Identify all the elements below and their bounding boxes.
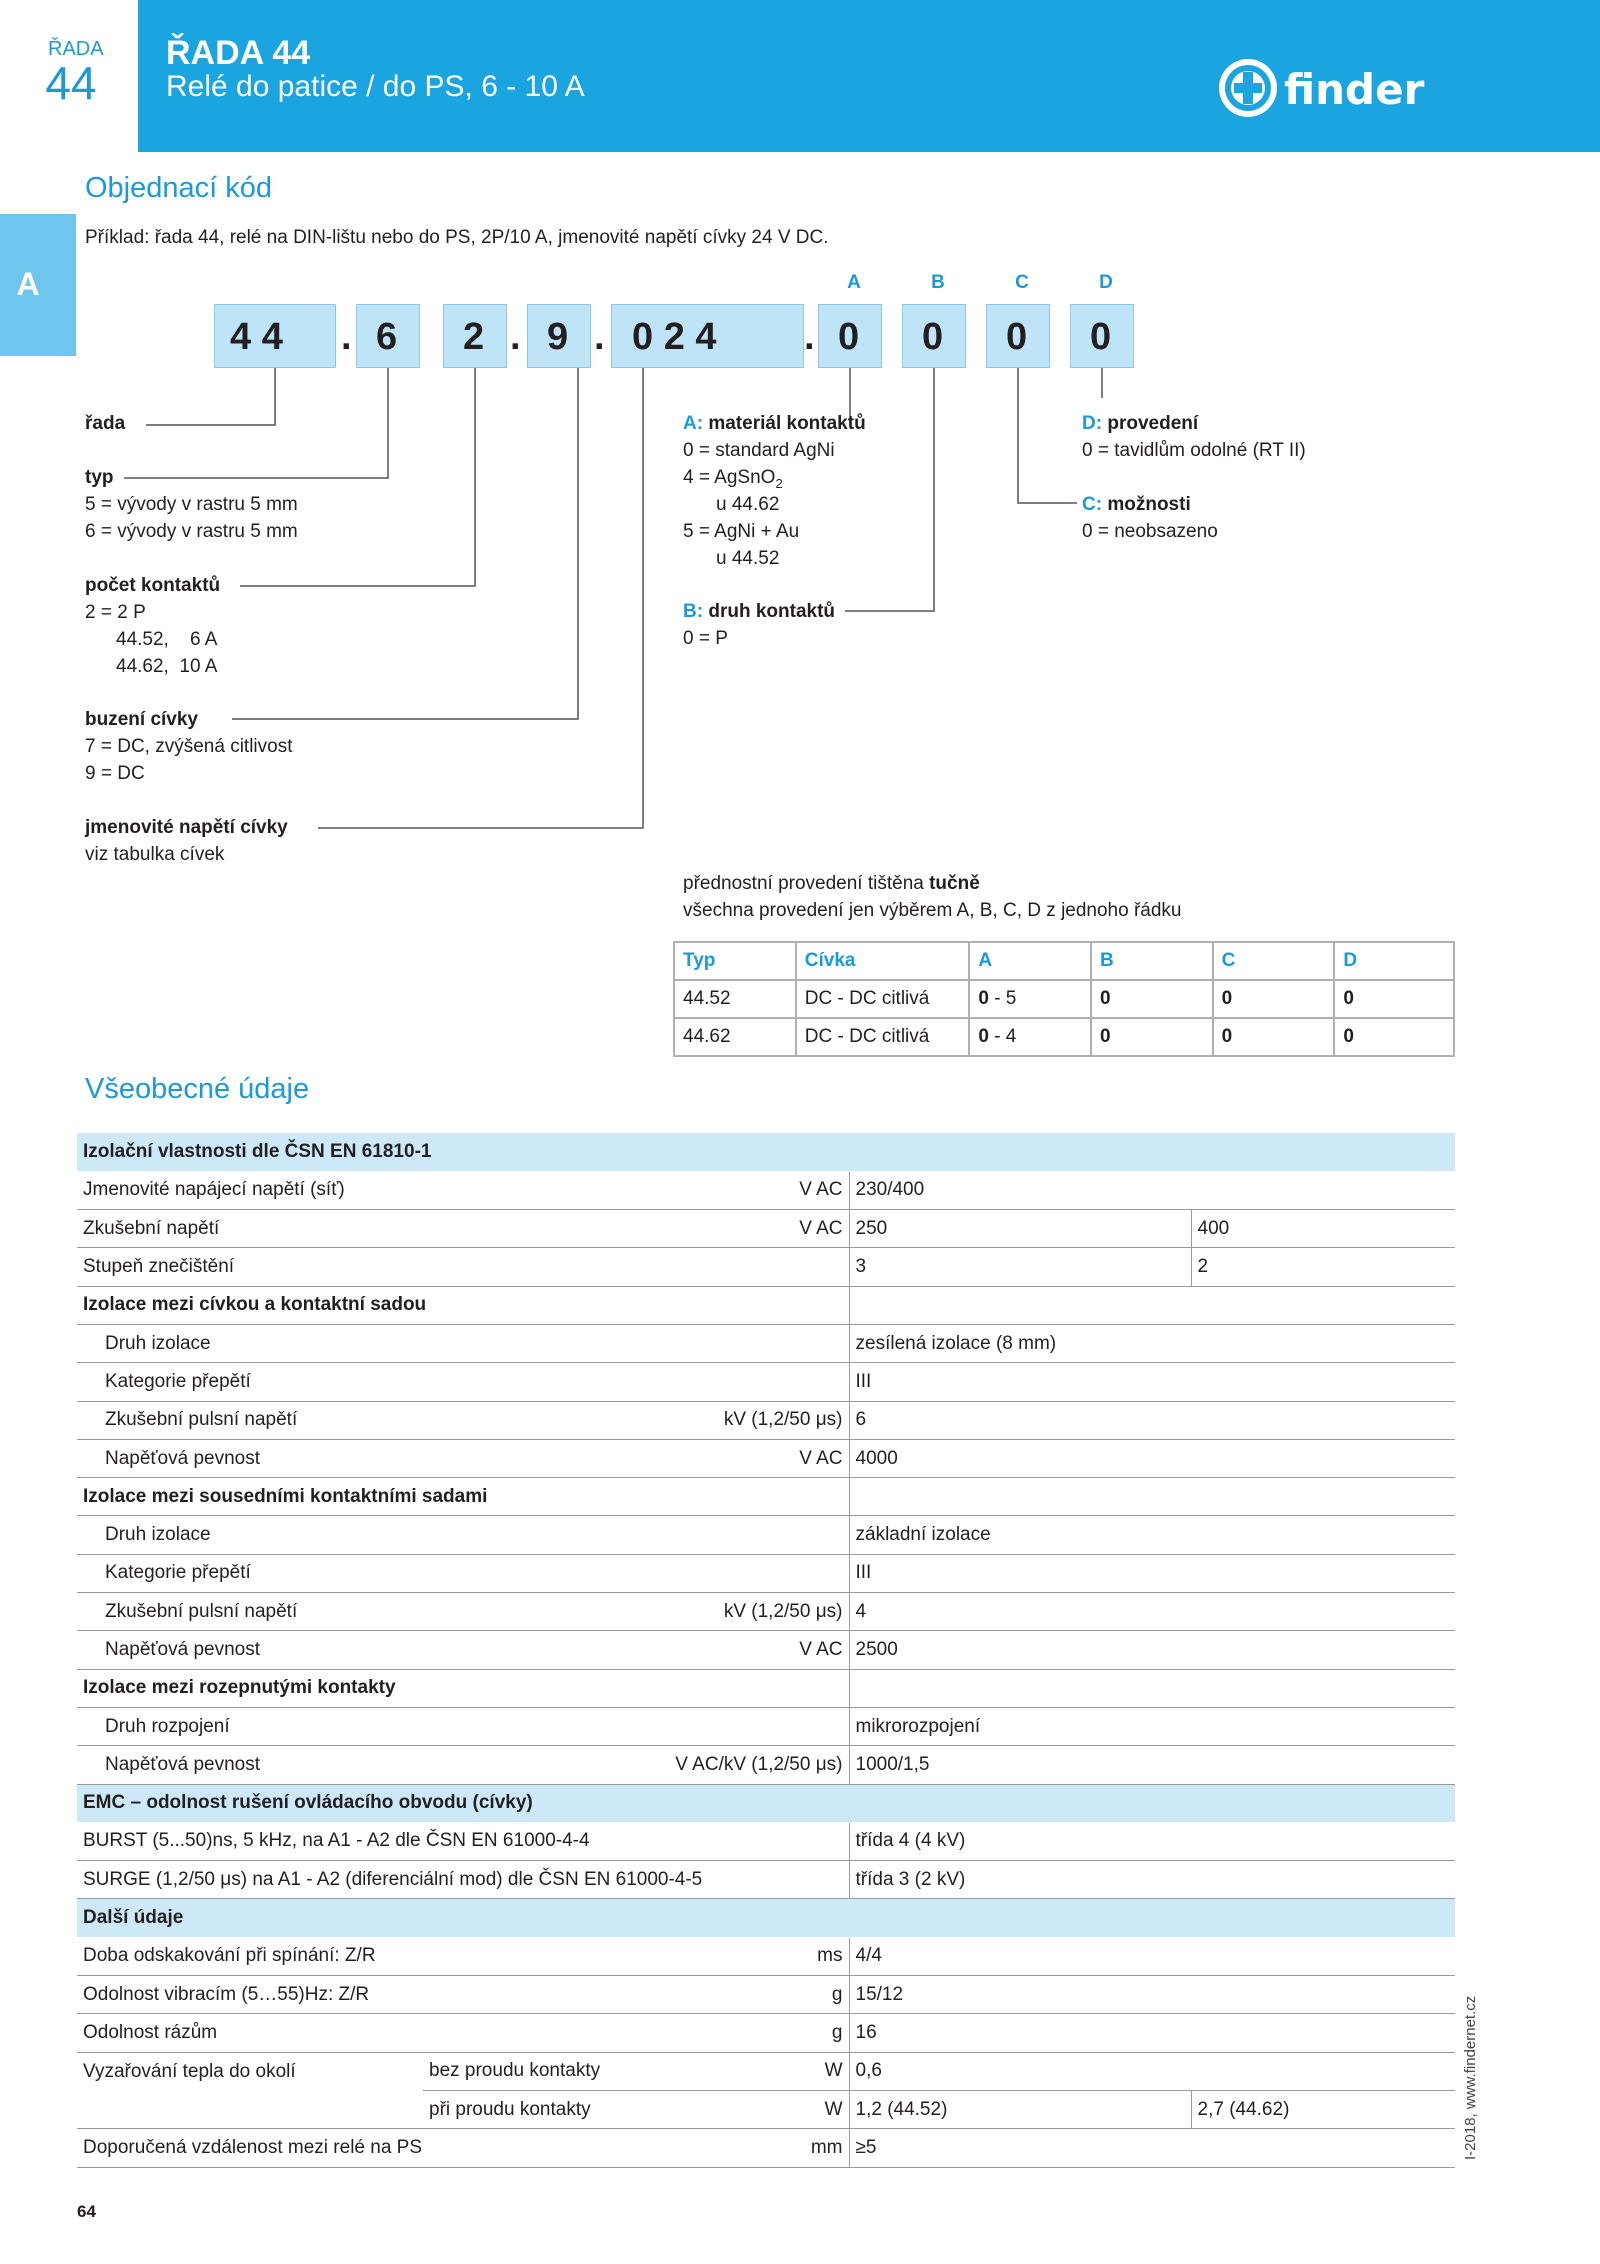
section-tab-letter: A bbox=[16, 266, 40, 302]
row-unit bbox=[759, 1324, 849, 1362]
row-value bbox=[849, 1286, 1455, 1324]
row-label: Zkušební pulsní napětí bbox=[77, 1593, 423, 1631]
row-unit: V AC bbox=[759, 1631, 849, 1669]
table-row bbox=[77, 1937, 1455, 1975]
row-value: 2 bbox=[1191, 1248, 1455, 1286]
svg-text:finder: finder bbox=[1284, 65, 1425, 114]
th-d: D bbox=[1334, 942, 1454, 980]
row-label: Stupeň znečištění bbox=[77, 1248, 759, 1286]
row-value: 250 bbox=[849, 1210, 1191, 1248]
row-unit: W bbox=[759, 2052, 849, 2090]
table-row bbox=[77, 2129, 1455, 2167]
row-value: třída 3 (2 kV) bbox=[849, 1861, 1455, 1899]
legend-voltage-line: viz tabulka cívek bbox=[85, 844, 225, 865]
row-label: Kategorie přepětí bbox=[77, 1363, 759, 1401]
legend-contacts-line: 44.52, 6 A bbox=[116, 629, 218, 650]
code-digit-contacts: 2 bbox=[463, 316, 485, 358]
legend-c-line: 0 = neobsazeno bbox=[1082, 521, 1218, 542]
row-value: 230/400 bbox=[849, 1171, 1455, 1209]
row-label: Napěťová pevnost bbox=[77, 1746, 423, 1784]
row-unit: W bbox=[759, 2090, 849, 2128]
subsection-label: Izolace mezi rozepnutými kontakty bbox=[77, 1669, 849, 1707]
col-letter-c: C bbox=[1015, 272, 1029, 293]
row-unit: V AC bbox=[759, 1171, 849, 1209]
type-table bbox=[673, 941, 1455, 1057]
row-value: 1,2 (44.52) bbox=[849, 2090, 1191, 2128]
legend-type-title: typ bbox=[85, 467, 114, 488]
legend-type-line: 5 = vývody v rastru 5 mm bbox=[85, 494, 298, 515]
page-subtitle: Relé do patice / do PS, 6 - 10 A bbox=[166, 70, 585, 103]
row-unit: mm bbox=[759, 2129, 849, 2167]
row-value: základní izolace bbox=[849, 1516, 1455, 1554]
cell-civka: DC - DC citlivá bbox=[796, 1018, 970, 1056]
code-dot: . bbox=[341, 316, 352, 358]
row-label: Odolnost rázům bbox=[77, 2014, 759, 2052]
cell-typ: 44.62 bbox=[674, 1018, 796, 1056]
th-c: C bbox=[1213, 942, 1335, 980]
row-value bbox=[849, 1669, 1455, 1707]
row-unit bbox=[759, 1516, 849, 1554]
code-digit-voltage: 0 2 4 bbox=[632, 316, 717, 358]
legend-a-line: u 44.52 bbox=[716, 548, 780, 569]
row-unit bbox=[759, 1363, 849, 1401]
th-civka: Cívka bbox=[796, 942, 970, 980]
table-row bbox=[77, 1631, 1455, 1669]
legend-a-line: 4 = AgSnO$_2$ bbox=[683, 467, 783, 491]
row-label: Zkušební pulsní napětí bbox=[77, 1401, 423, 1439]
table-row bbox=[77, 2014, 1455, 2052]
row-unit: V AC/kV (1,2/50 μs) bbox=[423, 1746, 849, 1784]
row-label: Napěťová pevnost bbox=[77, 1439, 759, 1477]
row-label: SURGE (1,2/50 μs) na A1 - A2 (diferenciální mod) dle ČSN EN 61000-4-5 bbox=[77, 1861, 849, 1899]
cell-b: 0 bbox=[1091, 1018, 1213, 1056]
table-row bbox=[77, 1516, 1455, 1554]
th-a: A bbox=[969, 942, 1091, 980]
row-value: 1000/1,5 bbox=[849, 1746, 1455, 1784]
section-header-row bbox=[77, 1133, 1455, 1171]
legend-contacts-title: počet kontaktů bbox=[85, 575, 221, 596]
legend-c-title: C: možnosti bbox=[1082, 494, 1191, 515]
row-label: Vyzařování tepla do okolí bbox=[77, 2052, 423, 2129]
subsection-label: Izolace mezi cívkou a kontaktní sadou bbox=[77, 1286, 849, 1324]
row-unit bbox=[759, 1707, 849, 1745]
table-row bbox=[77, 1822, 1455, 1860]
table-row bbox=[77, 1707, 1455, 1745]
row-unit: ms bbox=[759, 1937, 849, 1975]
legend-type-line: 6 = vývody v rastru 5 mm bbox=[85, 521, 298, 542]
type-table-header bbox=[674, 942, 1454, 980]
section-header-row bbox=[77, 1784, 1455, 1822]
subsection-row bbox=[77, 1669, 1455, 1707]
row-value bbox=[849, 1478, 1455, 1516]
cell-d: 0 bbox=[1334, 1018, 1454, 1056]
row-label: Napěťová pevnost bbox=[77, 1631, 759, 1669]
row-label: Kategorie přepětí bbox=[77, 1554, 759, 1592]
legend-d-line: 0 = tavidlům odolné (RT II) bbox=[1082, 440, 1306, 461]
legend-a-line: u 44.62 bbox=[716, 494, 780, 515]
row-unit: kV (1,2/50 μs) bbox=[423, 1593, 849, 1631]
row-value: ≥5 bbox=[849, 2129, 1455, 2167]
legend-coil-title: buzení cívky bbox=[85, 709, 198, 730]
row-label: Druh rozpojení bbox=[77, 1707, 759, 1745]
subsection-label: Izolace mezi sousedními kontaktními sadami bbox=[77, 1478, 849, 1516]
general-data-table bbox=[77, 1133, 1455, 2168]
table-row bbox=[674, 980, 1454, 1018]
series-label: ŘADA bbox=[48, 38, 104, 60]
row-unit: V AC bbox=[759, 1439, 849, 1477]
code-digit-c: 0 bbox=[1006, 316, 1028, 358]
legend-a-title: A: materiál kontaktů bbox=[683, 413, 866, 434]
vertical-footer-text: I-2018, www.findernet.cz bbox=[1462, 1995, 1479, 2160]
legend-contacts-line: 2 = 2 P bbox=[85, 602, 146, 623]
table-row bbox=[77, 1439, 1455, 1477]
order-example: Příklad: řada 44, relé na DIN-lištu nebo do PS, 2P/10 A, jmenovité napětí cívky 24 V DC. bbox=[85, 227, 829, 248]
code-dot: . bbox=[594, 316, 605, 358]
row-value: 4000 bbox=[849, 1439, 1455, 1477]
legend-contacts-line: 44.62, 10 A bbox=[116, 656, 218, 677]
cell-civka: DC - DC citlivá bbox=[796, 980, 970, 1018]
table-row bbox=[77, 1324, 1455, 1362]
table-row bbox=[674, 1018, 1454, 1056]
row-value: 2,7 (44.62) bbox=[1191, 2090, 1455, 2128]
table-row bbox=[77, 2052, 1455, 2090]
cell-a: 0 - 5 bbox=[969, 980, 1091, 1018]
table-row bbox=[77, 1976, 1455, 2014]
legend-coil-line: 7 = DC, zvýšená citlivost bbox=[85, 736, 293, 757]
legend-a-line: 0 = standard AgNi bbox=[683, 440, 835, 461]
row-unit: g bbox=[759, 1976, 849, 2014]
table-row bbox=[77, 1746, 1455, 1784]
row-value: 15/12 bbox=[849, 1976, 1455, 2014]
row-value: mikrorozpojení bbox=[849, 1707, 1455, 1745]
row-value: 16 bbox=[849, 2014, 1455, 2052]
table-row bbox=[77, 1248, 1455, 1286]
legend-a-line: 5 = AgNi + Au bbox=[683, 521, 800, 542]
row-value: 3 bbox=[849, 1248, 1191, 1286]
row-label: Doba odskakování při spínání: Z/R bbox=[77, 1937, 759, 1975]
row-value: zesílená izolace (8 mm) bbox=[849, 1324, 1455, 1362]
th-typ: Typ bbox=[674, 942, 796, 980]
cell-c: 0 bbox=[1213, 980, 1335, 1018]
series-number: 44 bbox=[45, 57, 97, 109]
table-row bbox=[77, 1171, 1455, 1209]
selection-note: všechna provedení jen výběrem A, B, C, D z jednoho řádku bbox=[683, 900, 1182, 921]
preferred-note: přednostní provedení tištěna tučně bbox=[683, 873, 980, 894]
row-sublabel: bez proudu kontakty bbox=[423, 2052, 759, 2090]
legend-voltage-title: jmenovité napětí cívky bbox=[85, 817, 288, 838]
row-unit bbox=[759, 1248, 849, 1286]
row-value: 6 bbox=[849, 1401, 1455, 1439]
legend-series-title: řada bbox=[85, 413, 126, 434]
table-row bbox=[77, 1861, 1455, 1899]
legend-b-title: B: druh kontaktů bbox=[683, 601, 836, 622]
col-letter-d: D bbox=[1099, 272, 1113, 293]
table-row bbox=[77, 1210, 1455, 1248]
row-label: Druh izolace bbox=[77, 1516, 759, 1554]
section-header: Další údaje bbox=[77, 1899, 1455, 1937]
table-row bbox=[77, 1554, 1455, 1592]
row-unit bbox=[759, 1554, 849, 1592]
section-header: EMC – odolnost rušení ovládacího obvodu (cívky) bbox=[77, 1784, 1455, 1822]
row-value: III bbox=[849, 1363, 1455, 1401]
row-unit: kV (1,2/50 μs) bbox=[423, 1401, 849, 1439]
cell-b: 0 bbox=[1091, 980, 1213, 1018]
code-digit-d: 0 bbox=[1090, 316, 1112, 358]
subsection-row bbox=[77, 1478, 1455, 1516]
row-value: 4/4 bbox=[849, 1937, 1455, 1975]
row-value: 2500 bbox=[849, 1631, 1455, 1669]
cell-typ: 44.52 bbox=[674, 980, 796, 1018]
row-label: BURST (5...50)ns, 5 kHz, na A1 - A2 dle ČSN EN 61000-4-4 bbox=[77, 1822, 849, 1860]
row-value: 400 bbox=[1191, 1210, 1455, 1248]
row-label: Druh izolace bbox=[77, 1324, 759, 1362]
legend-coil-line: 9 = DC bbox=[85, 763, 145, 784]
row-label: Doporučená vzdálenost mezi relé na PS bbox=[77, 2129, 759, 2167]
page-title: ŘADA 44 bbox=[166, 34, 311, 72]
subsection-row bbox=[77, 1286, 1455, 1324]
table-row bbox=[77, 1401, 1455, 1439]
row-value: 0,6 bbox=[849, 2052, 1455, 2090]
row-label: Odolnost vibracím (5…55)Hz: Z/R bbox=[77, 1976, 759, 2014]
row-label: Jmenovité napájecí napětí (síť) bbox=[77, 1171, 759, 1209]
section-header: Izolační vlastnosti dle ČSN EN 61810-1 bbox=[77, 1133, 1455, 1171]
code-digit-a: 0 bbox=[838, 316, 860, 358]
row-value: třída 4 (4 kV) bbox=[849, 1822, 1455, 1860]
page-number: 64 bbox=[77, 2202, 96, 2221]
cell-a: 0 - 4 bbox=[969, 1018, 1091, 1056]
code-dot: . bbox=[804, 316, 815, 358]
legend-b-line: 0 = P bbox=[683, 628, 728, 649]
col-letter-a: A bbox=[847, 272, 861, 293]
row-sublabel: při proudu kontakty bbox=[423, 2090, 759, 2128]
legend-d-title: D: provedení bbox=[1082, 413, 1199, 434]
general-data-title: Všeobecné údaje bbox=[85, 1073, 310, 1105]
row-value: 4 bbox=[849, 1593, 1455, 1631]
code-digit-b: 0 bbox=[922, 316, 944, 358]
row-value: III bbox=[849, 1554, 1455, 1592]
col-letter-b: B bbox=[931, 272, 945, 293]
code-dot: . bbox=[510, 316, 521, 358]
order-code-title: Objednací kód bbox=[85, 172, 273, 204]
cell-d: 0 bbox=[1334, 980, 1454, 1018]
table-row bbox=[77, 1363, 1455, 1401]
code-digit-series: 4 4 bbox=[230, 316, 283, 358]
section-header-row bbox=[77, 1899, 1455, 1937]
row-unit: V AC bbox=[759, 1210, 849, 1248]
row-label: Zkušební napětí bbox=[77, 1210, 759, 1248]
table-row bbox=[77, 1593, 1455, 1631]
th-b: B bbox=[1091, 942, 1213, 980]
row-unit: g bbox=[759, 2014, 849, 2052]
code-digit-coil: 9 bbox=[547, 316, 569, 358]
code-digit-type: 6 bbox=[376, 316, 398, 358]
cell-c: 0 bbox=[1213, 1018, 1335, 1056]
